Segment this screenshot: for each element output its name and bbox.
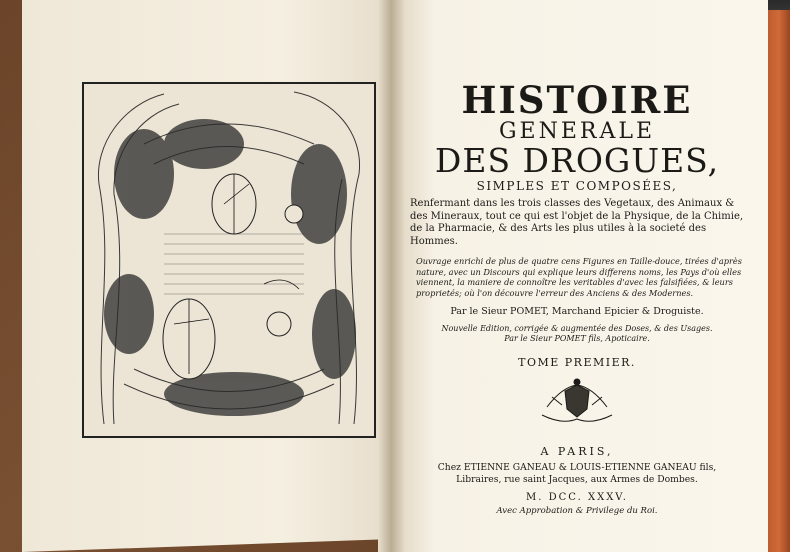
title-line-1: HISTOIRE — [461, 78, 693, 122]
edition-line-1: Nouvelle Edition, corrigée & augmentée des Doses, & des Usages. — [441, 324, 713, 333]
book-gutter — [378, 0, 404, 552]
publication-date: M. DCC. XXXV. — [526, 492, 628, 503]
title-line-2: GENERALE — [498, 119, 656, 144]
publisher-line-2: Libraires, rue saint Jacques, aux Armes de Dombes. — [456, 474, 698, 485]
title-page — [402, 80, 752, 516]
frontispiece-engraving — [82, 82, 376, 438]
ouvrage-note: Ouvrage enrichi de plus de quatre cens Figures en Taille-douce, tirées d'après nature, avec un Discours qui explique leurs differens noms, les Pays d'où elles viennent, la maniere de connoître les veritables d'avec les falsifiées, & leurs proprietés; où l'on découvre l'erreur des Anciens & des Modernes. — [416, 256, 742, 298]
engraving-illustration — [84, 84, 374, 436]
title-line-3: DES DROGUES, — [434, 141, 720, 180]
approbation-line: Avec Approbation & Privilege du Roi. — [496, 506, 658, 516]
fleuron-ornament — [537, 377, 617, 427]
description: Renfermant dans les trois classes des Vegetaux, des Animaux & des Mineraux, tout ce qui est l'objet de la Physique, de la Chimie, de la Pharmacie, & des Arts les plus utiles à la societé des Hommes. — [410, 198, 744, 247]
publisher-line-1: Chez ETIENNE GANEAU & LOUIS-ETIENNE GANEAU fils, — [437, 462, 717, 473]
edition-line-2: Par le Sieur POMET fils, Apoticaire. — [504, 334, 650, 343]
coat-of-arms-icon — [537, 377, 617, 427]
author-line: Par le Sieur POMET, Marchand Epicier & Droguiste. — [450, 306, 704, 317]
city-label: A PARIS, — [540, 445, 614, 458]
subtitle: SIMPLES ET COMPOSÉES, — [476, 179, 678, 193]
tome-label: TOME PREMIER. — [518, 356, 636, 369]
